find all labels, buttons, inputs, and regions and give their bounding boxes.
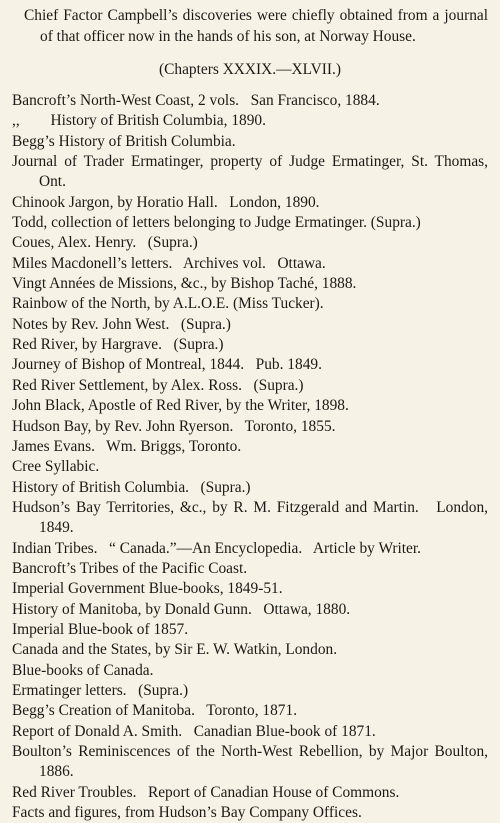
chapters-heading: (Chapters XXXIX.—XLVII.) [159,61,341,78]
bibliography-entry: Miles Macdonell’s letters. Archives vol. Ottawa. [12,254,326,272]
bibliography-entry: Hudson’s Bay Territories, &c., by R. M. Fitzgerald and Martin. London, 1849. [12,498,492,537]
bibliography-entry: Chinook Jargon, by Horatio Hall. London, 1890. [12,193,320,211]
bibliography-entry: Notes by Rev. John West. (Supra.) [12,315,231,333]
bibliography-entry: Journal of Trader Ermatinger, property of Judge Ermatinger, St. Thomas, Ont. [12,153,492,191]
bibliography-list [12,91,492,823]
bibliography-entry: Report of Donald A. Smith. Canadian Blue-book of 1871. [12,722,376,740]
bibliography-entry: Red River Settlement, by Alex. Ross. (Supra.) [12,376,304,394]
bibliography-entry: Begg’s History of British Columbia. [12,132,236,150]
bibliography-entry: Boulton’s Reminiscences of the North-West Rebellion, by Major Boulton, 1886. [12,743,492,781]
bibliography-entry: Imperial Government Blue-books, 1849-51. [12,580,283,598]
bibliography-entry: Indian Tribes. “ Canada.”—An Encyclopedia. Article by Writer. [12,539,421,557]
bibliography-entry: Facts and figures, from Hudson’s Bay Company Offices. [12,804,362,822]
bibliography-entry: Canada and the States, by Sir E. W. Watkin, London. [12,641,338,659]
bibliography-entry: Imperial Blue-book of 1857. [12,620,189,638]
bibliography-entry: Journey of Bishop of Montreal, 1844. Pub. 1849. [12,356,322,374]
bibliography-entry: Rainbow of the North, by A.L.O.E. (Miss Tucker). [12,295,324,313]
bibliography-entry: Red River, by Hargrave. (Supra.) [12,336,224,354]
bibliography-entry: ,, History of British Columbia, 1890. [12,112,266,130]
bibliography-entry: Cree Syllabic. [12,458,100,476]
bibliography-entry: Coues, Alex. Henry. (Supra.) [12,234,198,252]
intro-paragraph: Chief Factor Campbell’s discoveries were chiefly obtained from a journal of that officer now in the hands of his son, at Norway House. [24,7,488,45]
bibliography-entry: Hudson Bay, by Rev. John Ryerson. Toronto, 1855. [12,417,336,435]
bibliography-entry: Bancroft’s Tribes of the Pacific Coast. [12,559,248,577]
bibliography-entry: James Evans. Wm. Briggs, Toronto. [12,437,242,455]
bibliography-entry: Todd, collection of letters belonging to Judge Ermatinger. (Supra.) [12,214,421,232]
bibliography-entry: Vingt Années de Missions, &c., by Bishop Taché, 1888. [12,275,357,293]
bibliography-entry: Begg’s Creation of Manitoba. Toronto, 1871. [12,702,298,720]
bibliography-entry: Bancroft’s North-West Coast, 2 vols. San Francisco, 1884. [12,92,380,109]
bibliography-entry: History of British Columbia. (Supra.) [12,478,251,496]
bibliography-entry: Ermatinger letters. (Supra.) [12,681,189,699]
bibliography-entry: Blue-books of Canada. [12,661,154,679]
bibliography-entry: John Black, Apostle of Red River, by the Writer, 1898. [12,397,349,415]
bibliography-entry: Red River Troubles. Report of Canadian House of Commons. [12,783,400,801]
bibliography-entry: History of Manitoba, by Donald Gunn. Ottawa, 1880. [12,600,351,618]
